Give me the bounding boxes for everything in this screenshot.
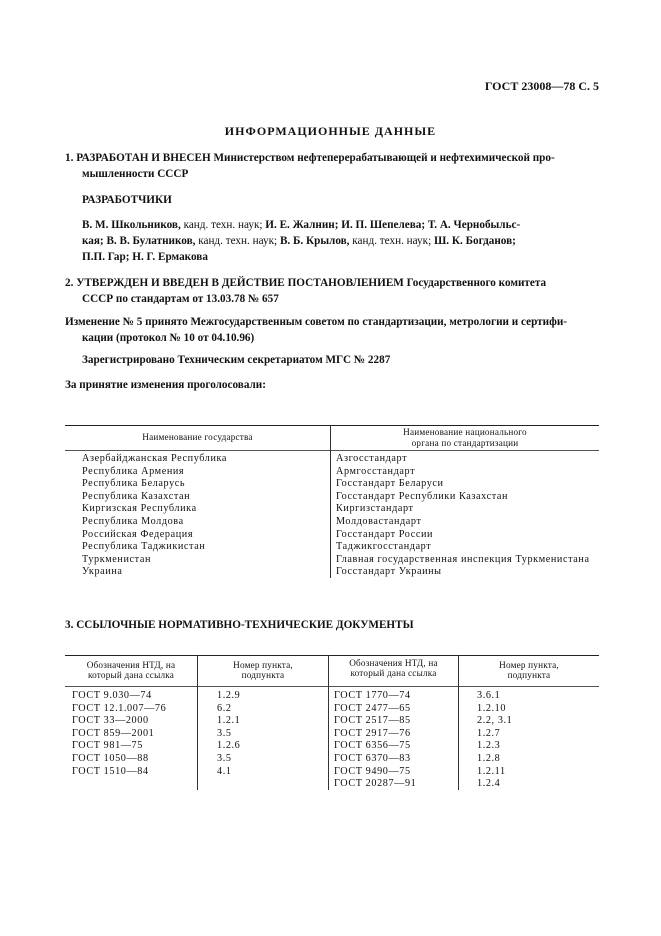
table-row-doc: ГОСТ 6370—83: [334, 752, 411, 764]
voted-text: За принятие изменения проголосовали:: [65, 379, 266, 391]
table-row-state: Киргизская Республика: [82, 503, 197, 515]
refs-right-docs: [334, 690, 457, 791]
table-row-doc: ГОСТ 2477—65: [334, 702, 411, 714]
developer-names: И. Е. Жалнин; И. П. Шепелева; Т. А. Чернобыльс-: [265, 219, 521, 231]
developer-name: В. М. Школьников,: [82, 219, 181, 231]
table-row-body: Таджикгосстандарт: [336, 541, 432, 553]
body-column: [336, 453, 599, 579]
section1-line1: 1. РАЗРАБОТАН И ВНЕСЕН Министерством нефтеперерабатывающей и нефтехимической про-: [65, 152, 555, 164]
table-row-doc: ГОСТ 859—2001: [72, 727, 155, 739]
header-line: Номер пункта,: [499, 660, 559, 670]
developer-part: кая; В. В. Булатников,: [82, 235, 196, 247]
table-row-doc: ГОСТ 981—75: [72, 740, 143, 752]
table-row-item: 1.2.7: [477, 727, 501, 739]
table-row-doc: ГОСТ 2917—76: [334, 727, 411, 739]
table-row-state: Республика Таджикистан: [82, 541, 206, 553]
developers-line1: [82, 217, 601, 233]
change-line2: кации (протокол № 10 от 04.10.96): [82, 332, 255, 344]
table-row-item: 1.2.1: [217, 715, 241, 727]
table-row-doc: ГОСТ 12.1.007—76: [72, 702, 167, 714]
table-row-item: 1.2.11: [477, 765, 506, 777]
table-row-doc: ГОСТ 2517—85: [334, 715, 411, 727]
table-row-state: Российская Федерация: [82, 528, 194, 540]
developers-line2: [82, 233, 601, 249]
header-line: подпункта: [507, 670, 551, 680]
page-header: ГОСТ 23008—78 С. 5: [484, 79, 599, 93]
developer-part: В. Б. Крылов,: [279, 235, 350, 247]
refs-header-doc-left: [65, 660, 197, 680]
table-row-item: 1.2.4: [477, 778, 501, 790]
header-line: Обозначения НТД, на: [349, 658, 438, 668]
table-row-doc: ГОСТ 1770—74: [334, 690, 411, 701]
table-row-item: 1.2.9: [217, 690, 241, 701]
table-row-state: Туркменистан: [82, 553, 151, 565]
table-row-doc: ГОСТ 9.030—74: [72, 690, 152, 701]
developer-role: канд. техн. наук;: [180, 219, 266, 231]
section3-title: 3. ССЫЛОЧНЫЕ НОРМАТИВНО-ТЕХНИЧЕСКИЕ ДОКУМЕНТЫ: [65, 619, 414, 631]
table-row-item: 3.6.1: [477, 690, 501, 701]
refs-left-items: [217, 690, 325, 778]
header-line: Номер пункта,: [233, 660, 293, 670]
table-divider: [65, 450, 599, 451]
refs-right-items: [477, 690, 597, 791]
table-row-state: Украина: [82, 566, 123, 578]
col-header-state: Наименование государства: [142, 432, 253, 442]
table-row-state: Республика Казахстан: [82, 490, 191, 502]
table-row-doc: ГОСТ 6356—75: [334, 740, 411, 752]
developer-part: канд. техн. наук;: [349, 235, 434, 247]
change-line1: Изменение № 5 принято Межгосударственным советом по стандартизации, метрологии и сертифи-: [65, 316, 568, 328]
header-line: подпункта: [241, 670, 285, 680]
page-title: ИНФОРМАЦИОННЫЕ ДАННЫЕ: [224, 124, 437, 138]
table-row-body: Госстандарт Беларуси: [336, 478, 444, 490]
developer-part: канд. техн. наук;: [195, 235, 280, 247]
table-row-doc: ГОСТ 1510—84: [72, 765, 149, 777]
table-row-body: Госстандарт Украины: [336, 566, 442, 578]
refs-header-item-right: [459, 660, 599, 680]
table-divider: [65, 686, 599, 687]
state-column: [82, 453, 327, 579]
table-row-body: Главная государственная инспекция Туркменистана: [336, 553, 590, 565]
section1-line2: мышленности СССР: [82, 168, 189, 180]
developers-line3: П.П. Гар; Н. Г. Ермакова: [82, 251, 208, 263]
table-row-state: Азербайджанская Республика: [82, 453, 228, 464]
table-row-doc: ГОСТ 20287—91: [334, 778, 417, 790]
table-row-state: Республика Молдова: [82, 515, 184, 527]
refs-header-item-left: [198, 660, 328, 680]
table-row-item: 1.2.8: [477, 752, 501, 764]
table-row-doc: ГОСТ 1050—88: [72, 752, 149, 764]
table-row-item: 4.1: [217, 765, 232, 777]
table-row-item: 1.2.3: [477, 740, 501, 752]
table-row-state: Республика Армения: [82, 465, 185, 477]
table-row-body: Госстандарт России: [336, 528, 434, 540]
table-row-body: Киргизстандарт: [336, 503, 414, 515]
table-row-item: 1.2.6: [217, 740, 241, 752]
refs-header-doc-right: [329, 658, 458, 678]
developer-part: Ш. К. Богданов;: [434, 235, 516, 247]
table-row-doc: ГОСТ 33—2000: [72, 715, 149, 727]
table-border: [65, 425, 599, 426]
section2-line2: СССР по стандартам от 13.03.78 № 657: [82, 293, 279, 305]
table-row-state: Республика Беларусь: [82, 478, 186, 490]
table-row-body: Азгосстандарт: [336, 453, 408, 464]
table-row-doc: ГОСТ 9490—75: [334, 765, 411, 777]
registered-text: Зарегистрировано Техническим секретариатом МГС № 2287: [82, 354, 391, 366]
table-row-item: 2.2, 3.1: [477, 715, 513, 727]
header-line: который дана ссылка: [350, 668, 437, 678]
section2-line1: 2. УТВЕРЖДЕН И ВВЕДЕН В ДЕЙСТВИЕ ПОСТАНОВЛЕНИЕМ Государственного комитета: [65, 277, 547, 289]
developers-label: РАЗРАБОТЧИКИ: [82, 194, 172, 206]
header-line: Обозначения НТД, на: [86, 660, 176, 670]
col-header-body: Наименование национального: [403, 427, 527, 437]
table-row-item: 3.5: [217, 727, 232, 739]
table-row-body: Госстандарт Республики Казахстан: [336, 490, 509, 502]
col-header-body-2: органа по стандартизации: [411, 438, 519, 448]
table-row-item: 1.2.10: [477, 702, 507, 714]
table-row-item: 6.2: [217, 702, 232, 714]
table-row-body: Армгосстандарт: [336, 465, 416, 477]
table-border: [65, 655, 599, 656]
refs-left-docs: [72, 690, 196, 778]
table-row-item: 3.5: [217, 752, 232, 764]
header-line: который дана ссылка: [87, 670, 175, 680]
table-row-body: Молдовастандарт: [336, 515, 422, 527]
